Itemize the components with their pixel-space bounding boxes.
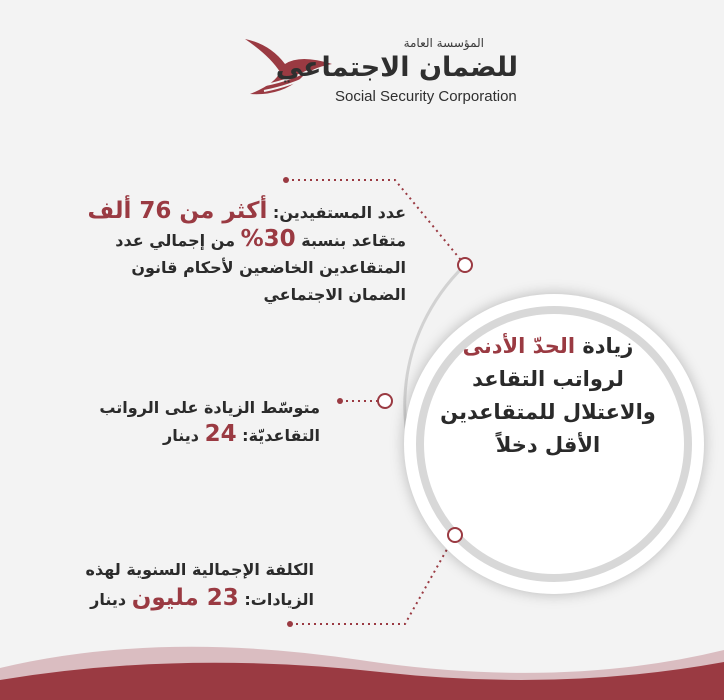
average-value: 24 bbox=[204, 421, 237, 447]
center-line3: والاعتلال للمتقاعدين bbox=[440, 400, 656, 424]
logo-english-title: Social Security Corporation bbox=[335, 88, 517, 105]
average-increase-block bbox=[20, 394, 320, 449]
center-line2: لرواتب التقاعد bbox=[472, 367, 624, 391]
annual-cost-block bbox=[14, 556, 314, 614]
beneficiaries-value: أكثر من 76 ألف bbox=[87, 198, 268, 224]
center-line4: الأقل دخلاً bbox=[495, 433, 601, 457]
center-line1-highlight: الحدّ الأدنى bbox=[462, 334, 576, 358]
percent-post: من إجمالي عدد bbox=[115, 231, 236, 250]
average-label: التقاعديّة: bbox=[242, 426, 320, 445]
cost-label: الزيادات: bbox=[244, 590, 314, 609]
average-line1: متوسّط الزيادة على الرواتب bbox=[99, 398, 320, 417]
beneficiaries-line3: المتقاعدين الخاضعين لأحكام قانون bbox=[131, 258, 406, 277]
logo-arabic-subtitle: المؤسسة العامة bbox=[403, 36, 484, 50]
arc-marker-2 bbox=[378, 394, 392, 408]
beneficiaries-label: عدد المستفيدين: bbox=[272, 203, 406, 222]
percent-value: 30% bbox=[240, 226, 296, 252]
arc-marker-1 bbox=[458, 258, 472, 272]
cost-line1: الكلفة الإجمالية السنوية لهذه bbox=[85, 560, 314, 579]
cost-unit: دينار bbox=[90, 590, 127, 609]
beneficiaries-block bbox=[16, 198, 406, 308]
logo-arabic-title: للضمان الاجتماعي bbox=[275, 52, 518, 83]
cost-value: 23 مليون bbox=[131, 585, 239, 611]
percent-pre: متقاعد بنسبة bbox=[301, 231, 406, 250]
bottom-wave bbox=[0, 610, 724, 700]
average-unit: دينار bbox=[163, 426, 199, 445]
beneficiaries-line4: الضمان الاجتماعي bbox=[263, 285, 406, 304]
center-line1-pre: زيادة bbox=[582, 334, 634, 358]
arc-marker-3 bbox=[448, 528, 462, 542]
